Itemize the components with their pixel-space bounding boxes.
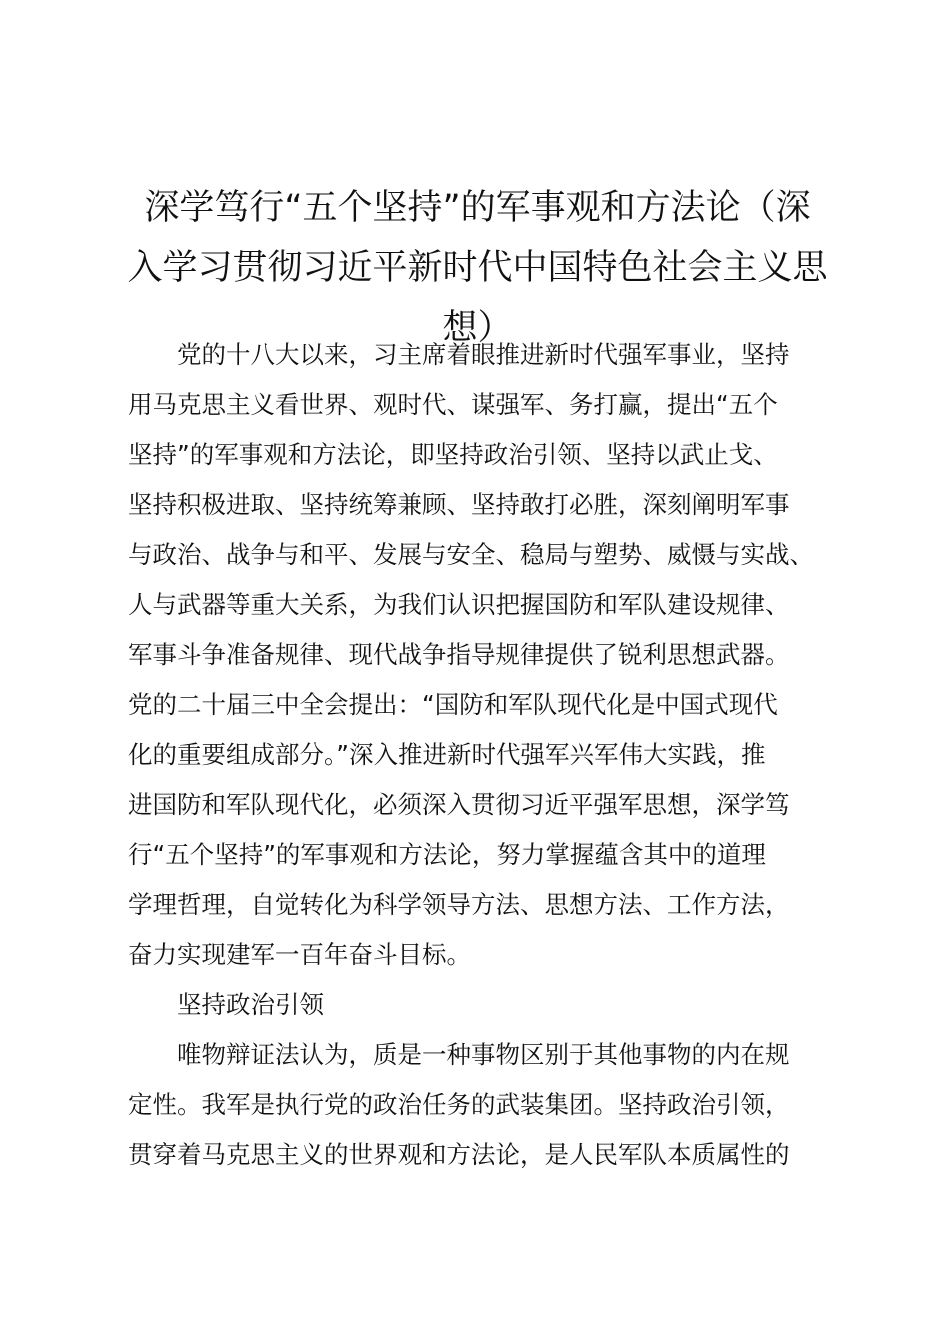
paragraph-line: 学理哲理，自觉转化为科学领导方法、思想方法、工作方法， <box>128 890 790 919</box>
paragraph-line: 奋力实现建军一百年奋斗目标。 <box>128 940 471 969</box>
paragraph-line: 行“五个坚持”的军事观和方法论，努力掌握蕴含其中的道理 <box>128 840 766 869</box>
paragraph-line: 进国防和军队现代化，必须深入贯彻习近平强军思想，深学笃 <box>128 790 790 819</box>
paragraph-line: 坚持”的军事观和方法论，即坚持政治引领、坚持以武止戈、 <box>128 440 778 469</box>
title-line: 深学笃行“五个坚持”的军事观和方法论（深 <box>144 188 811 228</box>
paragraph-line: 定性。我军是执行党的政治任务的武装集团。坚持政治引领， <box>128 1090 790 1119</box>
paragraph-line: 坚持积极进取、坚持统筹兼顾、坚持敢打必胜，深刻阐明军事 <box>128 490 790 519</box>
paragraph-line: 党的二十届三中全会提出：“国防和军队现代化是中国式现代 <box>128 690 778 719</box>
paragraph-line: 人与武器等重大关系，为我们认识把握国防和军队建设规律、 <box>128 590 790 619</box>
paragraph-line: 党的十八大以来，习主席着眼推进新时代强军事业，坚持 <box>177 340 790 369</box>
paragraph-line: 与政治、战争与和平、发展与安全、稳局与塑势、威慑与实战、 <box>128 540 814 569</box>
paragraph-line: 化的重要组成部分。”深入推进新时代强军兴军伟大实践，推 <box>128 740 766 769</box>
title-line: 想） <box>442 308 513 348</box>
title-line: 入学习贯彻习近平新时代中国特色社会主义思 <box>127 248 828 288</box>
section-heading: 坚持政治引领 <box>177 990 324 1019</box>
paragraph-line: 唯物辩证法认为，质是一种事物区别于其他事物的内在规 <box>177 1040 790 1069</box>
paragraph-line: 用马克思主义看世界、观时代、谋强军、务打赢，提出“五个 <box>128 390 778 419</box>
paragraph-line: 军事斗争准备规律、现代战争指导规律提供了锐利思想武器。 <box>128 640 790 669</box>
paragraph-line: 贯穿着马克思主义的世界观和方法论，是人民军队本质属性的 <box>128 1140 790 1169</box>
